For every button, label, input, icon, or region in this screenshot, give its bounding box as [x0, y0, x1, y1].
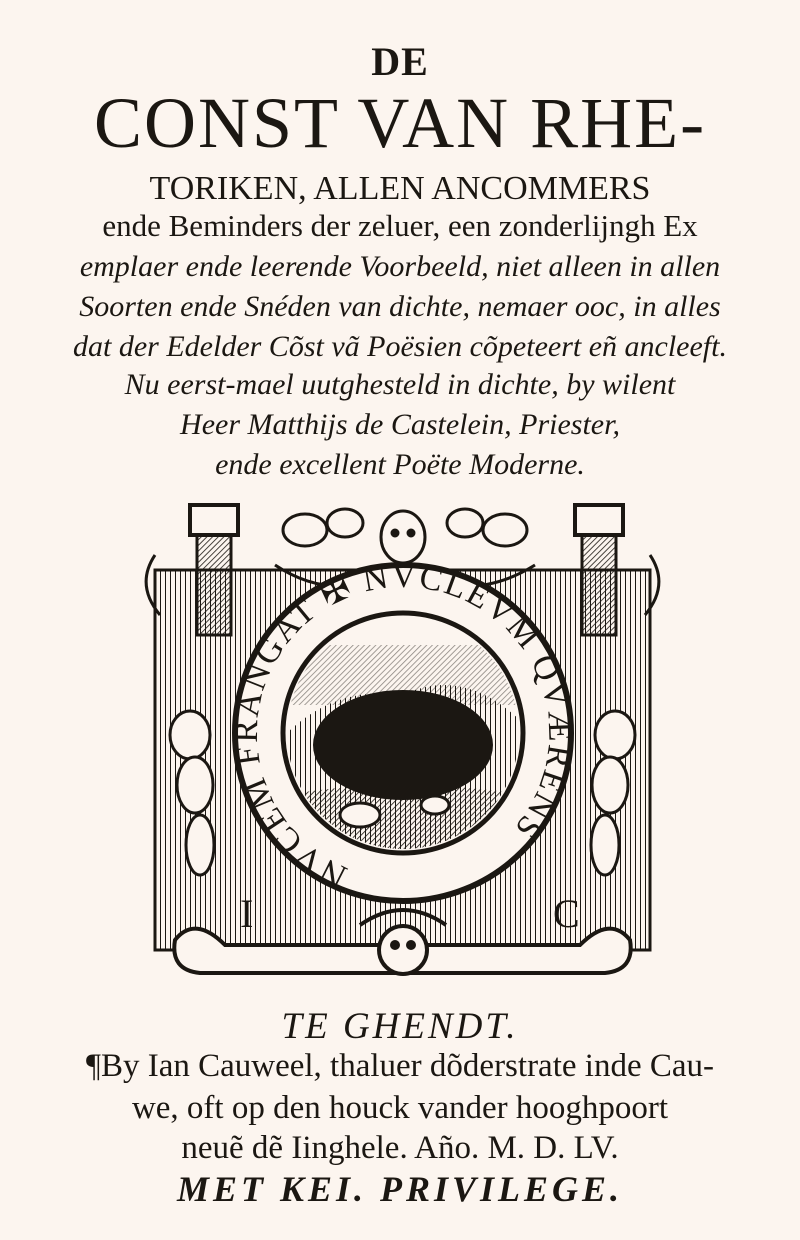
title-line-1: DE	[371, 39, 429, 84]
imprint-line-5: MET KEI. PRIVILEGE.	[176, 1169, 624, 1209]
svg-text:NVCEM FRANGAT ✠ NVCLEVM QVÆREN	[228, 558, 579, 895]
title-line-3: TORIKEN, ALLEN ANCOMMERS	[149, 170, 651, 207]
title-line-4: ende Beminders der zeluer, een zonderlijngh Ex	[102, 208, 698, 243]
title-line-5: emplaer ende leerende Voorbeeld, niet alleen in allen	[79, 250, 721, 283]
title-line-10: ende excellent Poëte Moderne.	[215, 448, 585, 481]
title-line-6: Soorten ende Snéden van dichte, nemaer ooc, in alles	[79, 290, 721, 323]
title-line-2: CONST VAN RHE-	[93, 83, 707, 163]
imprint-line-3: we, oft op den houck vander hooghpoort	[131, 1090, 669, 1126]
imprint-line-2: ¶By Ian Cauweel, thaluer dõderstrate inde Cau-	[86, 1048, 714, 1084]
title-line-8: Nu eerst-mael uutghesteld in dichte, by wilent	[124, 368, 676, 401]
medallion-motto-ring	[135, 495, 670, 1000]
title-line-9: Heer Matthijs de Castelein, Priester,	[180, 408, 620, 441]
title-line-7: dat der Edelder Cõst vã Poësien cõpeteert eñ ancleeft.	[73, 330, 727, 363]
initial-left: I	[240, 891, 254, 936]
initial-right: C	[553, 891, 580, 936]
imprint-line-4: neuẽ dẽ Iinghele. Año. M. D. LV.	[181, 1130, 619, 1166]
imprint-line-1: TE GHENDT.	[281, 1006, 519, 1047]
device-motto: NVCEM FRANGAT ✠ NVCLEVM QVÆRENS	[227, 557, 579, 896]
